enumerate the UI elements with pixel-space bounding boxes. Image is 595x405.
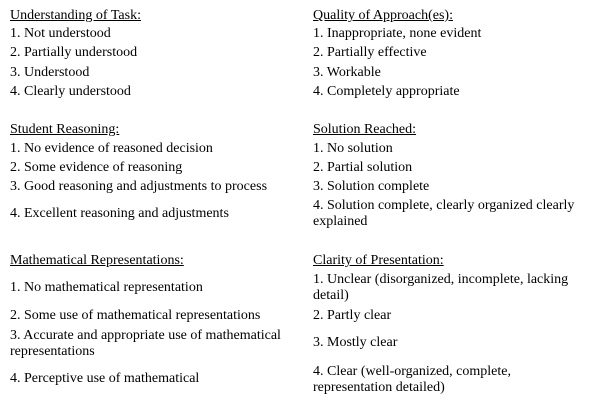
approach-item-2: 2. Partially effective <box>313 45 427 60</box>
representations-item-1: 1. No mathematical representation <box>10 280 203 295</box>
reasoning-item-2: 2. Some evidence of reasoning <box>10 160 183 175</box>
student-reasoning-heading: Student Reasoning: <box>10 122 120 137</box>
approach-item-3: 3. Workable <box>313 65 381 80</box>
clarity-item-4: 4. Clear (well-organized, complete, representation detailed) <box>313 364 511 395</box>
solution-item-3: 3. Solution complete <box>313 179 430 194</box>
understanding-item-1: 1. Not understood <box>10 26 111 41</box>
understanding-item-3: 3. Understood <box>10 65 90 80</box>
understanding-item-2: 2. Partially understood <box>10 45 138 60</box>
solution-item-4: 4. Solution complete, clearly organized clearly explained <box>313 198 575 229</box>
mathematical-representations-heading: Mathematical Representations: <box>10 253 184 268</box>
representations-item-3: 3. Accurate and appropriate use of mathematical representations <box>10 328 281 359</box>
reasoning-item-3: 3. Good reasoning and adjustments to process <box>10 179 268 194</box>
representations-item-2: 2. Some use of mathematical representations <box>10 308 261 323</box>
reasoning-item-4: 4. Excellent reasoning and adjustments <box>10 206 229 221</box>
clarity-of-presentation-heading: Clarity of Presentation: <box>313 253 444 268</box>
solution-item-1: 1. No solution <box>313 141 393 156</box>
clarity-item-1: 1. Unclear (disorganized, incomplete, lacking detail) <box>313 272 569 303</box>
reasoning-item-1: 1. No evidence of reasoned decision <box>10 141 213 156</box>
understanding-of-task-heading: Understanding of Task: <box>10 8 141 23</box>
approach-item-1: 1. Inappropriate, none evident <box>313 26 482 41</box>
solution-item-2: 2. Partial solution <box>313 160 413 175</box>
representations-item-4: 4. Perceptive use of mathematical <box>10 371 200 386</box>
solution-reached-heading: Solution Reached: <box>313 122 417 137</box>
approach-item-4: 4. Completely appropriate <box>313 84 460 99</box>
clarity-item-2: 2. Partly clear <box>313 308 392 323</box>
understanding-item-4: 4. Clearly understood <box>10 84 131 99</box>
quality-of-approach-heading: Quality of Approach(es): <box>313 8 453 23</box>
clarity-item-3: 3. Mostly clear <box>313 335 398 350</box>
